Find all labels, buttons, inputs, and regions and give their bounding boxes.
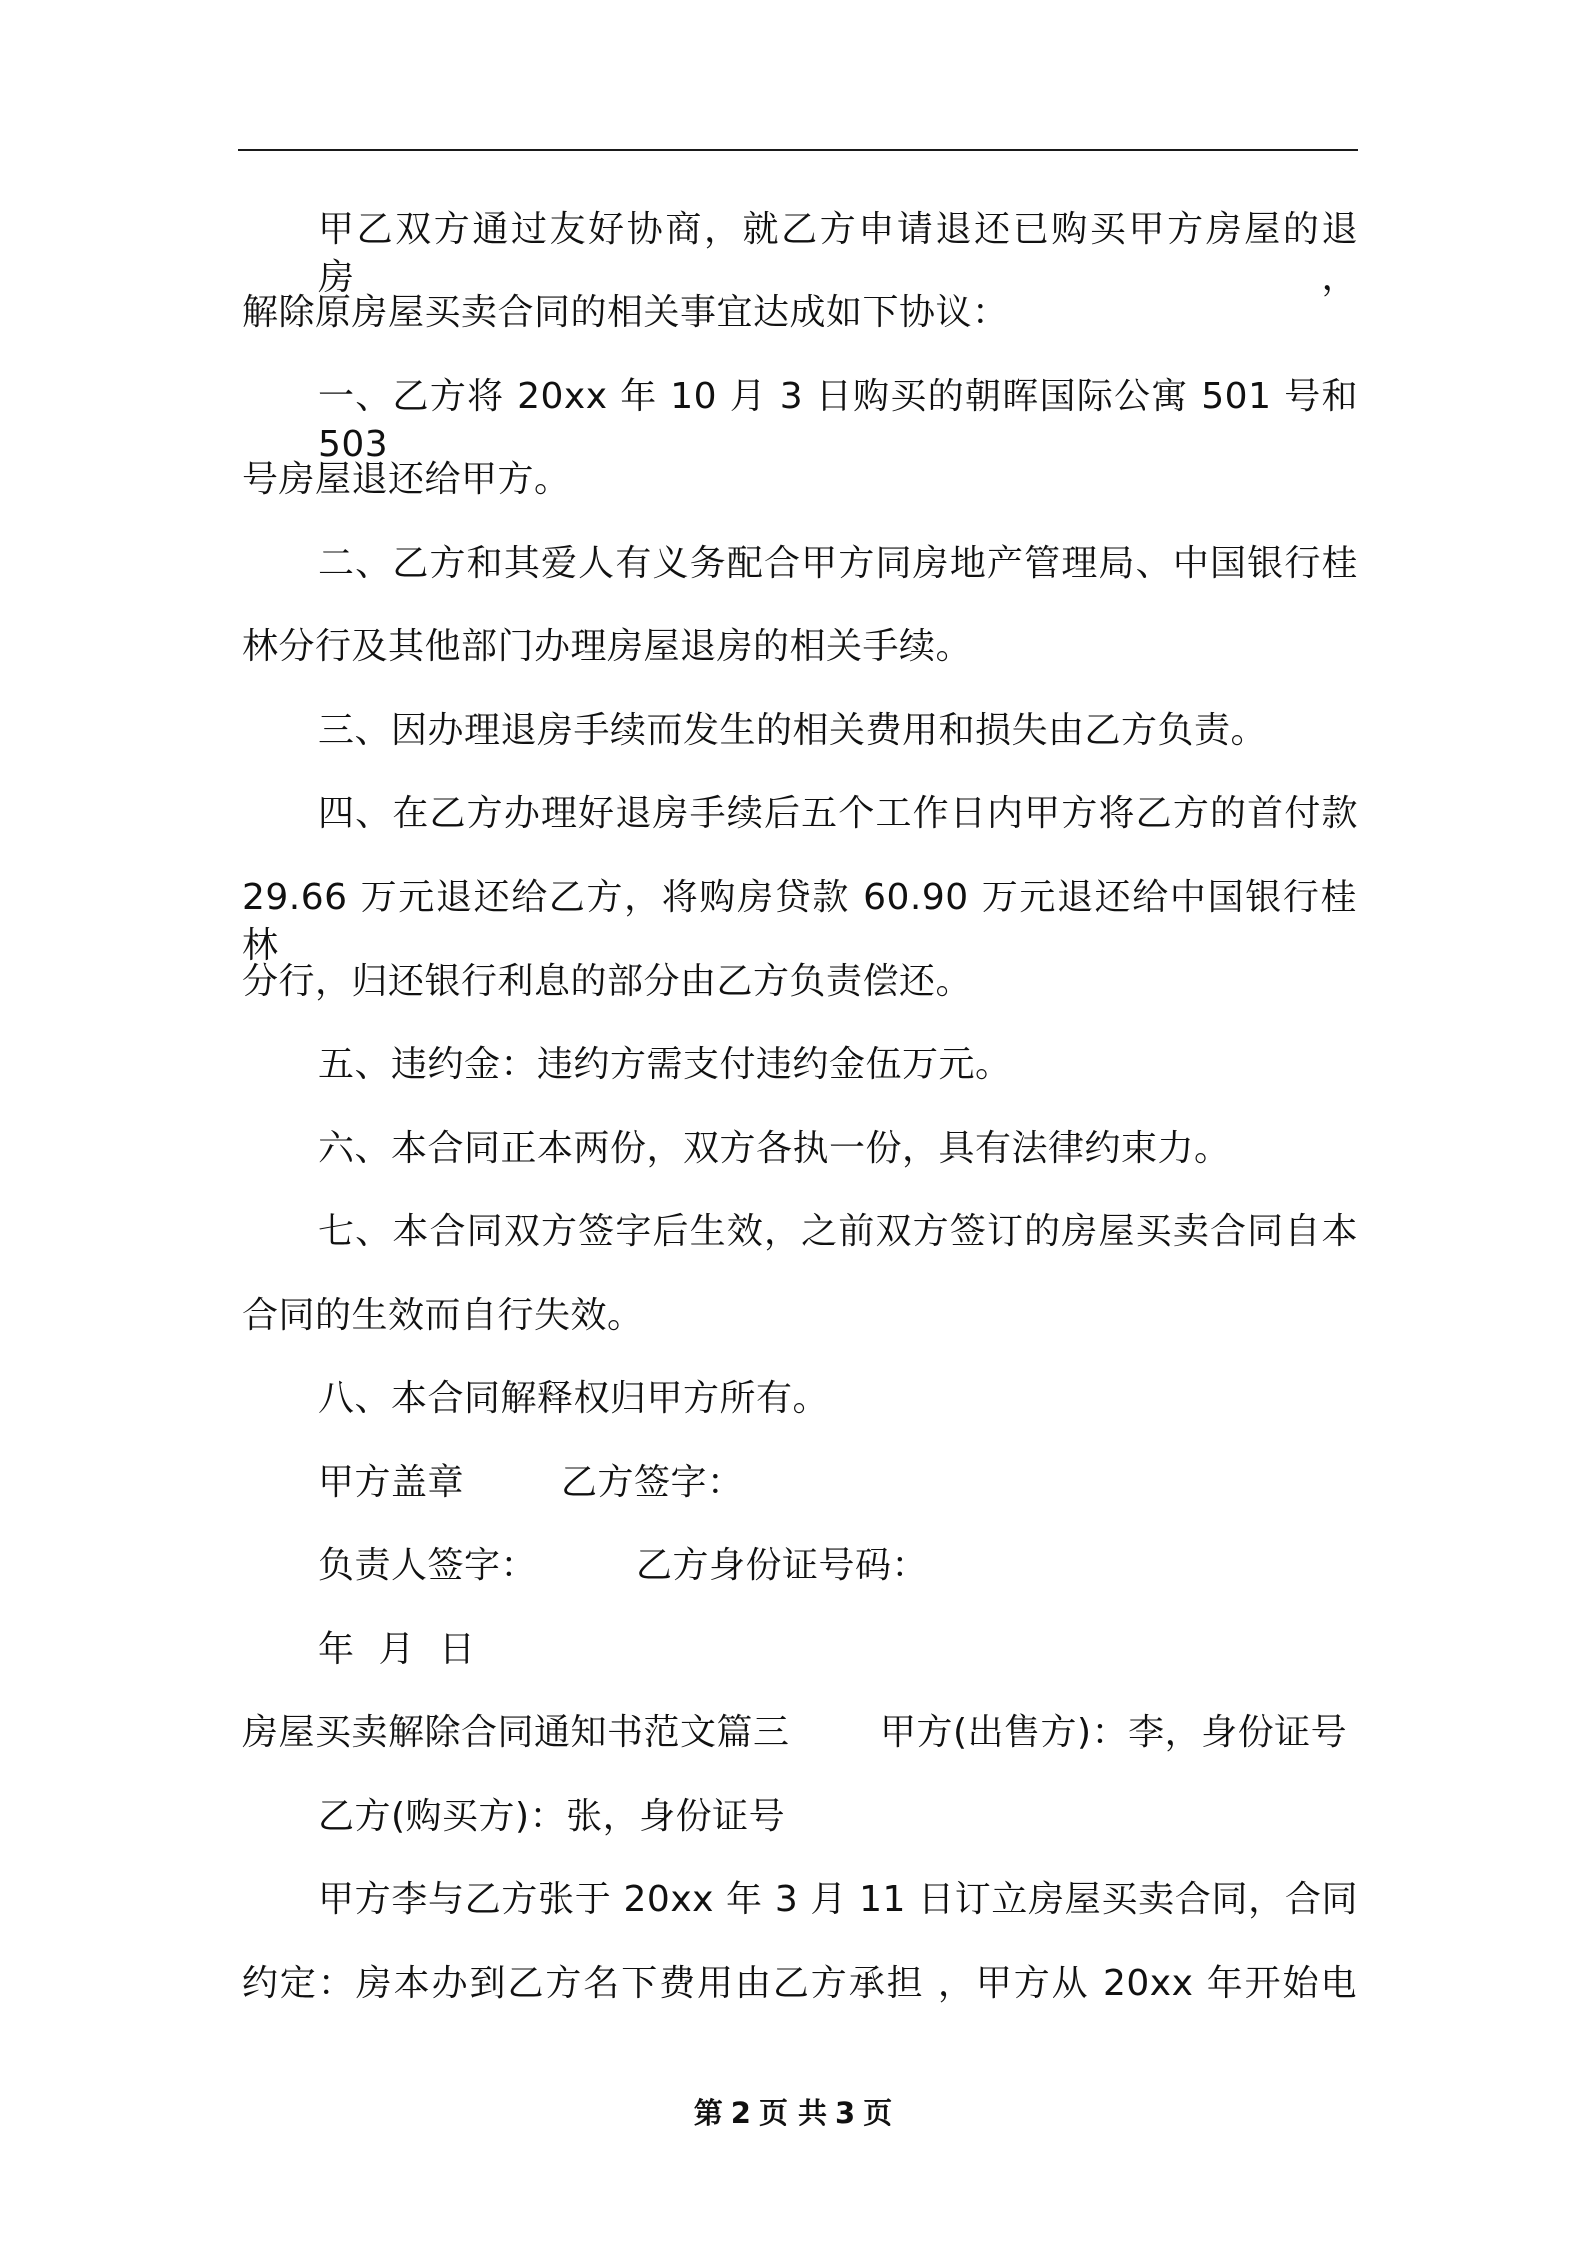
page-suffix: 页 xyxy=(863,2096,893,2130)
date-month-label: 月 xyxy=(378,1629,416,1670)
party-b-signature-label: 乙方签字： xyxy=(561,1462,744,1503)
page-mid: 页 共 xyxy=(758,2096,828,2130)
clause-7-line-2: 合同的生效而自行失效。 xyxy=(242,1295,644,1336)
page-total: 3 xyxy=(835,2096,856,2130)
page-current: 2 xyxy=(730,2096,751,2130)
header-divider xyxy=(238,149,1358,151)
clause-2-line-1: 二、乙方和其爱人有义务配合甲方同房地产管理局、中国银行桂 xyxy=(318,543,1358,584)
intro-paragraph-line-2: 解除原房屋买卖合同的相关事宜达成如下协议： xyxy=(242,292,1009,333)
clause-4-line-2: 29.66 万元退还给乙方，将购房贷款 60.90 万元退还给中国银行桂林 xyxy=(242,877,1357,966)
section-3-title: 房屋买卖解除合同通知书范文篇三 xyxy=(242,1712,790,1753)
clause-5: 五、违约金：违约方需支付违约金伍万元。 xyxy=(318,1044,1012,1085)
clause-3: 三、因办理退房手续而发生的相关费用和损失由乙方负责。 xyxy=(318,710,1268,751)
section-3-party-b: 乙方(购买方)：张，身份证号 xyxy=(318,1796,786,1837)
clause-1-line-2: 号房屋退还给甲方。 xyxy=(242,459,571,500)
clause-7-line-1: 七、本合同双方签字后生效，之前双方签订的房屋买卖合同自本 xyxy=(318,1211,1358,1252)
date-day-label: 日 xyxy=(439,1629,476,1670)
section-3-body-line-1: 甲方李与乙方张于 20xx 年 3 月 11 日订立房屋买卖合同，合同 xyxy=(318,1879,1358,1920)
section-3-body-line-2: 约定：房本办到乙方名下费用由乙方承担 ，甲方从 20xx 年开始电 xyxy=(242,1963,1357,2004)
date-line xyxy=(318,1626,476,1674)
page-prefix: 第 xyxy=(693,2096,723,2130)
responsible-person-signature-label: 负责人签字： xyxy=(318,1545,538,1586)
section-3-party-a: 甲方(出售方)：李，身份证号 xyxy=(880,1712,1348,1753)
clause-4-line-3: 分行，归还银行利息的部分由乙方负责偿还。 xyxy=(242,961,973,1002)
clause-2-line-2: 林分行及其他部门办理房屋退房的相关手续。 xyxy=(242,626,973,667)
party-a-seal-label: 甲方盖章 xyxy=(318,1462,465,1503)
clause-1-line-1: 一、乙方将 20xx 年 10 月 3 日购买的朝晖国际公寓 501 号和 503 xyxy=(318,376,1358,465)
date-year-label: 年 xyxy=(318,1629,355,1670)
party-b-id-number-label: 乙方身份证号码： xyxy=(636,1545,929,1586)
clause-4-line-1: 四、在乙方办理好退房手续后五个工作日内甲方将乙方的首付款 xyxy=(318,793,1358,834)
page-number-footer xyxy=(0,2093,1586,2133)
intro-paragraph-line-1: 甲乙双方通过友好协商，就乙方申请退还已购买甲方房屋的退房， xyxy=(318,209,1358,298)
clause-8: 八、本合同解释权归甲方所有。 xyxy=(318,1378,830,1419)
clause-6: 六、本合同正本两份，双方各执一份，具有法律约束力。 xyxy=(318,1128,1231,1169)
